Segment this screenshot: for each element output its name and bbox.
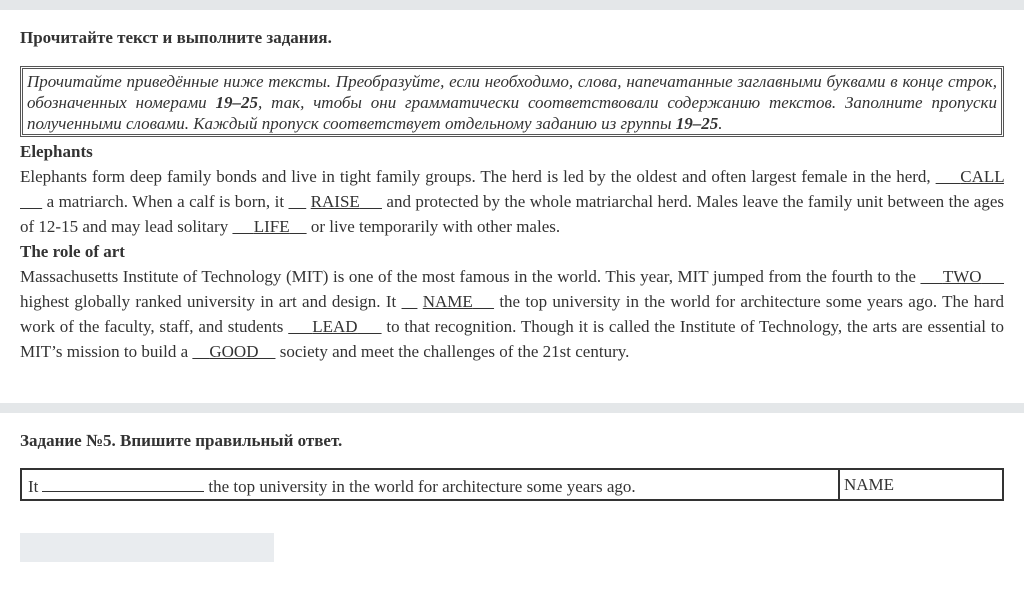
art-text-4: to that recognition. Though it is called the Institute of Technology, the arts are essential to MIT’s mission to build a (20, 317, 1005, 361)
art-paragraph (20, 264, 1004, 364)
art-text-5: society and meet the challenges of the 21st century. (275, 342, 630, 361)
blank-gap (936, 167, 961, 186)
elephants-text-2: a matriarch. When a calf is born, it (42, 192, 289, 211)
blank-gap (20, 192, 42, 211)
blank-gap (402, 292, 418, 311)
blank-gap (360, 192, 382, 211)
blank-gap (920, 267, 942, 286)
instructions-range-1: 19–25 (215, 93, 259, 112)
page-heading: Прочитайте текст и выполните задания. (20, 28, 332, 47)
sentence-end: the top university in the world for architecture some years ago. (208, 477, 636, 496)
keyword-life: LIFE (253, 217, 290, 236)
blank-gap (258, 342, 275, 361)
blank-gap (289, 192, 307, 211)
task-heading: Задание №5. Впишите правильный ответ. (20, 431, 343, 450)
answer-blank-line (42, 475, 204, 492)
instructions-text-2: , так, чтобы они грамматически соответствовали содержанию текстов. Заполните пропуски полученными словами. Каждый пропуск соответствует отдельному заданию из группы (27, 93, 997, 133)
art-text-3: the top university in the world for architecture some years ago. The hard work of the faculty, staff, and students (20, 292, 1005, 336)
keyword-good: GOOD (209, 342, 259, 361)
instructions-box (20, 66, 1004, 137)
art-section (20, 239, 1004, 364)
elephants-section (20, 139, 1004, 239)
elephants-text-4: or live temporarily with other males. (306, 217, 561, 236)
blank-gap (473, 292, 494, 311)
instructions-text-1: Прочитайте приведённые ниже тексты. Преобразуйте, если необходимо, слова, напечатанные заглавными буквами в конце строк, обозначенных номерами (27, 72, 997, 112)
task-keyword-cell: NAME (844, 475, 895, 494)
keyword-call: CALL (960, 167, 1005, 186)
blank-gap (192, 342, 209, 361)
elephants-text-3: and protected by the whole matriarchal herd. Males leave the family unit between the ages of 12-15 and may lead solitary (20, 192, 1005, 236)
elephants-title: Elephants (20, 142, 93, 161)
art-text-1: Massachusetts Institute of Technology (MIT) is one of the most famous in the world. This year, MIT jumped from the fourth to the (20, 267, 921, 286)
blank-gap (288, 317, 312, 336)
elephants-paragraph (20, 164, 1004, 239)
blank-gap (358, 317, 382, 336)
blank-gap (290, 217, 307, 236)
keyword-two: TWO (942, 267, 982, 286)
keyword-raise: RAISE (310, 192, 360, 211)
instructions-text-3: . (718, 114, 723, 133)
instructions-range-2: 19–25 (675, 114, 719, 133)
blank-gap (232, 217, 253, 236)
section-divider-bar (0, 403, 1024, 413)
top-divider-bar (0, 0, 1024, 10)
keyword-name: NAME (422, 292, 473, 311)
keyword-lead: LEAD (312, 317, 358, 336)
task-sentence-table (20, 468, 1004, 501)
task-sentence-cell (22, 470, 840, 499)
blank-gap (982, 267, 1004, 286)
sentence-start: It (28, 477, 39, 496)
art-text-2: highest globally ranked university in art and design. It (20, 292, 402, 311)
answer-input[interactable] (20, 533, 274, 562)
art-title: The role of art (20, 242, 125, 261)
elephants-text-1: Elephants form deep family bonds and live in tight family groups. The herd is led by the oldest and often largest female in the herd, (20, 167, 936, 186)
